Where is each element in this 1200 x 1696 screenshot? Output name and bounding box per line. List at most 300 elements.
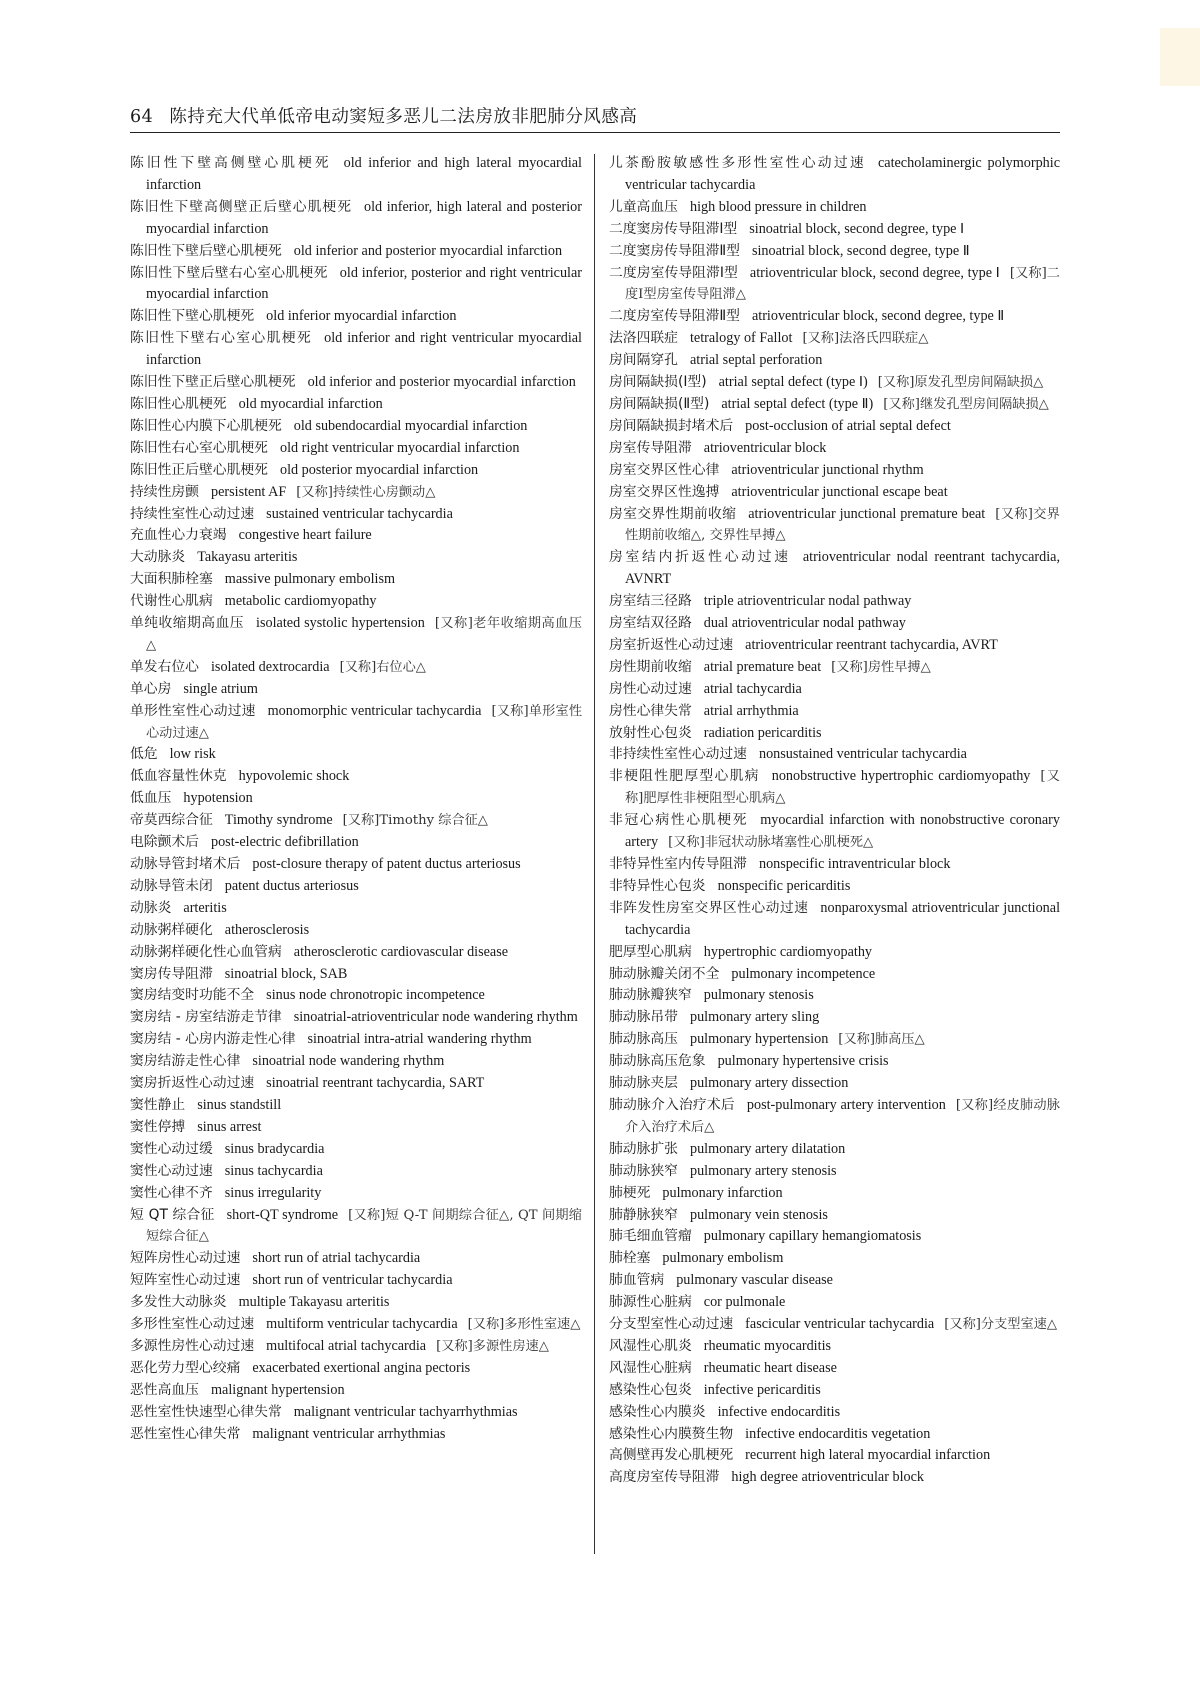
- term-chinese: 肺动脉狭窄: [609, 1162, 678, 1179]
- term-english: sinoatrial-atrioventricular node wandering rhythm: [293, 1009, 578, 1026]
- term-chinese: 高度房室传导阻滞: [609, 1469, 720, 1486]
- term-english: post-closure therapy of patent ductus arteriosus: [252, 856, 521, 872]
- term-chinese: 房室交界性期前收缩: [609, 505, 737, 522]
- term-chinese: 放射性心包炎: [609, 724, 692, 741]
- term-english: isolated systolic hypertension: [256, 615, 425, 632]
- glossary-entry: [130, 1424, 582, 1446]
- term-chinese: 窦性心动过缓: [130, 1140, 213, 1157]
- term-chinese: 风湿性心脏病: [609, 1359, 692, 1376]
- term-chinese: 恶性室性快速型心律失常: [130, 1403, 282, 1420]
- term-english: sinoatrial block, SAB: [224, 965, 348, 982]
- term-english: old posterior myocardial infarction: [279, 461, 479, 478]
- glossary-entry: [130, 810, 582, 832]
- term-chinese: 大面积肺栓塞: [130, 571, 213, 588]
- term-english: sinoatrial block, second degree, type Ⅱ: [751, 242, 970, 259]
- term-english: sustained ventricular tachycardia: [266, 505, 453, 522]
- term-chinese: 法洛四联症: [609, 330, 678, 347]
- glossary-entry: [130, 1117, 582, 1139]
- term-english: post-occlusion of atrial septal defect: [745, 417, 951, 434]
- glossary-entry: [609, 591, 1060, 613]
- term-chinese: 窦性心律不齐: [130, 1184, 213, 1201]
- term-english: Timothy syndrome: [224, 812, 333, 829]
- term-english: infective endocarditis vegetation: [745, 1425, 931, 1442]
- term-english: sinus irregularity: [224, 1184, 322, 1201]
- term-english: nonsustained ventricular tachycardia: [758, 746, 967, 763]
- term-chinese: 非特异性心包炎: [609, 877, 706, 894]
- term-english: post-pulmonary artery intervention: [746, 1096, 946, 1113]
- term-chinese: 窦性静止: [130, 1096, 186, 1113]
- term-chinese: 陈旧性心肌梗死: [130, 395, 227, 412]
- term-chinese: 儿童高血压: [609, 198, 678, 215]
- term-synonym: [又称]原发孔型房间隔缺损△: [877, 375, 1044, 391]
- term-chinese: 房间隔缺损封堵术后: [609, 417, 734, 434]
- term-english: atrioventricular block, second degree, type Ⅱ: [751, 308, 1005, 325]
- term-english: rheumatic heart disease: [703, 1359, 837, 1376]
- term-english: high degree atrioventricular block: [731, 1469, 925, 1486]
- glossary-entry: [609, 942, 1060, 964]
- glossary-entry: [609, 416, 1060, 438]
- term-english: radiation pericarditis: [703, 724, 822, 741]
- glossary-entry: [130, 920, 582, 942]
- term-chinese: 短阵室性心动过速: [130, 1272, 241, 1289]
- glossary-entry: [130, 1029, 582, 1051]
- glossary-entry: [130, 744, 582, 766]
- page-corner-tint: [1160, 28, 1200, 86]
- term-english: pulmonary embolism: [662, 1250, 784, 1267]
- term-chinese: 帝莫西综合征: [130, 812, 213, 829]
- term-chinese: 陈旧性下壁高侧壁正后壁心肌梗死: [130, 198, 353, 215]
- glossary-entry: [609, 372, 1060, 394]
- term-english: nonparoxysmal atrioventricular junctional tachycardia: [625, 899, 1061, 938]
- glossary-entry: [609, 1424, 1060, 1446]
- glossary-entry: [609, 723, 1060, 745]
- term-english: atrial tachycardia: [703, 680, 802, 697]
- term-english: infective endocarditis: [717, 1403, 841, 1420]
- term-chinese: 房性心律失常: [609, 702, 692, 719]
- glossary-entry: [130, 1161, 582, 1183]
- glossary-entry: [130, 394, 582, 416]
- glossary-entry: [130, 1007, 582, 1029]
- glossary-entry: [130, 701, 582, 745]
- term-english: exacerbated exertional angina pectoris: [252, 1359, 471, 1376]
- term-english: short run of atrial tachycardia: [252, 1250, 421, 1267]
- term-english: old inferior, posterior and right ventricular myocardial infarction: [146, 264, 582, 303]
- term-chinese: 陈旧性右心室心肌梗死: [130, 439, 268, 456]
- term-english: recurrent high lateral myocardial infarction: [745, 1447, 991, 1464]
- term-english: multiform ventricular tachycardia: [266, 1316, 458, 1333]
- header-rule: [130, 132, 1060, 133]
- term-chinese: 陈旧性下壁高侧壁心肌梗死: [130, 155, 332, 171]
- glossary-entry: [130, 898, 582, 920]
- term-chinese: 肺动脉瓣关闭不全: [609, 965, 720, 982]
- glossary-entry: [130, 460, 582, 482]
- glossary-entry: [609, 504, 1060, 548]
- glossary-entry: [130, 153, 582, 197]
- glossary-entry: [130, 679, 582, 701]
- term-synonym: [又称]持续性心房颤动△: [296, 484, 436, 500]
- term-english: Takayasu arteritis: [197, 549, 298, 566]
- term-english: atrial premature beat: [703, 658, 822, 675]
- glossary-entry: [130, 1139, 582, 1161]
- term-synonym: [又称]经皮肺动脉介入治疗术后△: [625, 1097, 1060, 1135]
- glossary-entry: [609, 1007, 1060, 1029]
- term-english: pulmonary artery dissection: [689, 1075, 849, 1092]
- term-synonym: [又称]交界性期前收缩△, 交界性早搏△: [625, 506, 1060, 544]
- term-english: catecholaminergic polymorphic ventricular tachycardia: [625, 155, 1061, 193]
- glossary-entry: [609, 1095, 1060, 1139]
- glossary-entry: [130, 416, 582, 438]
- term-chinese: 肺动脉扩张: [609, 1140, 678, 1157]
- term-english: atrioventricular block: [703, 439, 827, 456]
- term-synonym: [又称]单形室性心动过速△: [146, 703, 583, 741]
- term-synonym: [又称]老年收缩期高血压△: [146, 616, 582, 653]
- glossary-entry: [609, 701, 1060, 723]
- term-english: short-QT syndrome: [226, 1206, 339, 1223]
- term-chinese: 二度窦房传导阻滞Ⅰ型: [609, 220, 738, 237]
- term-chinese: 肺毛细血管瘤: [609, 1228, 692, 1245]
- term-chinese: 低血容量性休克: [130, 768, 227, 785]
- term-chinese: 肥厚型心肌病: [609, 943, 692, 960]
- glossary-entry: [609, 985, 1060, 1007]
- term-chinese: 肺栓塞: [609, 1250, 651, 1267]
- term-chinese: 房间隔缺损(Ⅰ型): [609, 374, 707, 391]
- term-chinese: 感染性心内膜赘生物: [609, 1425, 734, 1442]
- term-chinese: 单心房: [130, 680, 172, 697]
- running-header: [130, 103, 1060, 128]
- term-english: isolated dextrocardia: [210, 658, 330, 675]
- glossary-entry: [609, 1161, 1060, 1183]
- glossary-entry: [130, 438, 582, 460]
- term-english: post-electric defibrillation: [210, 834, 359, 851]
- term-chinese: 多源性房性心动过速: [130, 1337, 255, 1354]
- term-english: nonspecific pericarditis: [717, 877, 851, 894]
- glossary-entry: [130, 1051, 582, 1073]
- term-chinese: 陈旧性下壁后壁右心室心肌梗死: [130, 264, 328, 281]
- page-number: 64: [130, 107, 154, 127]
- term-chinese: 多形性室性心动过速: [130, 1316, 255, 1333]
- term-chinese: 陈旧性正后壁心肌梗死: [130, 461, 268, 478]
- glossary-entry: [609, 964, 1060, 986]
- term-chinese: 房室传导阻滞: [609, 439, 692, 456]
- term-english: sinus node chronotropic incompetence: [266, 987, 485, 1004]
- term-english: old inferior and high lateral myocardial infarction: [146, 155, 582, 193]
- left-column: [130, 153, 582, 1445]
- glossary-entry: [609, 810, 1060, 854]
- term-chinese: 窦性停搏: [130, 1118, 186, 1135]
- glossary-entry: [130, 964, 582, 986]
- term-synonym: [又称]继发孔型房间隔缺损△: [883, 396, 1049, 412]
- term-chinese: 陈旧性下壁右心室心肌梗死: [130, 330, 313, 347]
- term-english: atrioventricular nodal reentrant tachycardia, AVNRT: [625, 549, 1060, 588]
- glossary-entry: [609, 1139, 1060, 1161]
- term-chinese: 单形性室性心动过速: [130, 702, 256, 719]
- glossary-entry: [130, 547, 582, 569]
- glossary-entry: [609, 153, 1060, 197]
- term-synonym: [又称]非冠状动脉堵塞性心肌梗死△: [668, 835, 874, 851]
- glossary-entry: [609, 482, 1060, 504]
- term-chinese: 动脉粥样硬化: [130, 921, 213, 938]
- term-english: hypotension: [183, 790, 253, 807]
- term-english: old inferior and posterior myocardial infarction: [293, 242, 563, 259]
- glossary-entry: [130, 328, 582, 372]
- term-chinese: 动脉粥样硬化性心血管病: [130, 943, 282, 960]
- term-english: multiple Takayasu arteritis: [238, 1294, 390, 1311]
- term-chinese: 肺源性心脏病: [609, 1294, 692, 1311]
- term-chinese: 短阵房性心动过速: [130, 1250, 241, 1267]
- term-chinese: 陈旧性下壁后壁心肌梗死: [130, 242, 282, 259]
- term-chinese: 非持续性室性心动过速: [609, 746, 747, 763]
- term-english: malignant hypertension: [210, 1381, 345, 1398]
- term-synonym: [又称]肥厚性非梗阻型心肌病△: [625, 769, 1060, 807]
- glossary-entry: [609, 263, 1060, 307]
- glossary-entry: [609, 438, 1060, 460]
- term-english: nonobstructive hypertrophic cardiomyopathy: [771, 768, 1031, 785]
- term-english: atherosclerotic cardiovascular disease: [293, 943, 509, 960]
- glossary-entry: [130, 942, 582, 964]
- glossary-entry: [130, 591, 582, 613]
- glossary-entry: [609, 197, 1060, 219]
- term-chinese: 充血性心力衰竭: [130, 527, 227, 544]
- glossary-entry: [609, 679, 1060, 701]
- glossary-entry: [609, 1445, 1060, 1467]
- term-english: old inferior myocardial infarction: [266, 308, 457, 325]
- term-chinese: 房间隔缺损(Ⅱ型): [609, 395, 710, 412]
- glossary-entry: [609, 1205, 1060, 1227]
- term-english: old inferior, high lateral and posterior myocardial infarction: [146, 198, 582, 237]
- term-english: sinus bradycardia: [224, 1140, 325, 1157]
- term-chinese: 非特异性室内传导阻滞: [609, 856, 747, 872]
- glossary-entry: [130, 854, 582, 876]
- term-english: persistent AF: [210, 483, 287, 500]
- right-column: [609, 153, 1060, 1489]
- glossary-entry: [609, 854, 1060, 876]
- term-english: sinoatrial intra-atrial wandering rhythm: [307, 1031, 532, 1048]
- glossary-entry: [609, 1292, 1060, 1314]
- term-english: pulmonary artery stenosis: [689, 1162, 837, 1179]
- glossary-entry: [609, 766, 1060, 810]
- term-english: atrioventricular block, second degree, type Ⅰ: [749, 264, 1000, 281]
- glossary-entry: [130, 657, 582, 679]
- term-chinese: 陈旧性心内膜下心肌梗死: [130, 417, 282, 434]
- glossary-entry: [130, 569, 582, 591]
- glossary-entry: [130, 197, 582, 241]
- term-english: atrial septal perforation: [689, 352, 823, 369]
- term-chinese: 单发右位心: [130, 658, 199, 675]
- term-chinese: 电除颤术后: [130, 834, 199, 851]
- term-english: old inferior and posterior myocardial infarction: [307, 374, 576, 391]
- glossary-entry: [130, 372, 582, 394]
- term-synonym: [又称]多源性房速△: [436, 1338, 549, 1354]
- term-chinese: 房性心动过速: [609, 680, 692, 697]
- glossary-entry: [130, 1402, 582, 1424]
- glossary-entry: [130, 613, 582, 657]
- glossary-entry: [609, 1029, 1060, 1051]
- term-english: myocardial infarction with nonobstructive coronary artery: [625, 812, 1060, 851]
- term-english: sinoatrial node wandering rhythm: [252, 1053, 445, 1070]
- term-chinese: 短 QT 综合征: [130, 1206, 215, 1223]
- term-english: sinoatrial block, second degree, type Ⅰ: [749, 220, 965, 237]
- glossary-entry: [130, 525, 582, 547]
- term-chinese: 多发性大动脉炎: [130, 1294, 227, 1311]
- glossary-entry: [130, 788, 582, 810]
- glossary-entry: [609, 1226, 1060, 1248]
- glossary-entry: [609, 613, 1060, 635]
- term-chinese: 房室交界区性逸搏: [609, 483, 720, 500]
- glossary-entry: [609, 1183, 1060, 1205]
- term-chinese: 感染性心内膜炎: [609, 1403, 706, 1420]
- term-english: pulmonary artery dilatation: [689, 1140, 846, 1157]
- term-chinese: 窦房结 - 房室结游走节律: [130, 1009, 282, 1026]
- term-english: hypovolemic shock: [238, 768, 350, 785]
- glossary-entry: [130, 985, 582, 1007]
- glossary-entry: [609, 1270, 1060, 1292]
- term-chinese: 肺动脉夹层: [609, 1075, 678, 1092]
- term-chinese: 窦房折返性心动过速: [130, 1075, 255, 1092]
- glossary-entry: [130, 1380, 582, 1402]
- term-chinese: 分支型室性心动过速: [609, 1316, 734, 1333]
- term-chinese: 窦房结变时功能不全: [130, 987, 255, 1004]
- glossary-entry: [609, 1380, 1060, 1402]
- glossary-entry: [609, 1073, 1060, 1095]
- term-english: pulmonary vein stenosis: [689, 1206, 828, 1223]
- term-chinese: 房间隔穿孔: [609, 352, 678, 369]
- term-chinese: 持续性房颤: [130, 483, 199, 500]
- term-synonym: [又称]法洛氏四联症△: [802, 331, 929, 347]
- term-chinese: 恶性高血压: [130, 1381, 199, 1398]
- term-english: pulmonary infarction: [662, 1184, 783, 1201]
- glossary-entry: [609, 1051, 1060, 1073]
- term-english: high blood pressure in children: [689, 198, 867, 215]
- glossary-entry: [130, 1205, 582, 1249]
- glossary-entry: [609, 547, 1060, 591]
- term-english: hypertrophic cardiomyopathy: [703, 943, 873, 960]
- term-chinese: 肺梗死: [609, 1184, 651, 1201]
- glossary-entry: [609, 219, 1060, 241]
- term-chinese: 恶化劳力型心绞痛: [130, 1359, 241, 1376]
- term-chinese: 风湿性心肌炎: [609, 1337, 692, 1354]
- glossary-entry: [130, 1183, 582, 1205]
- glossary-entry: [130, 1336, 582, 1358]
- term-chinese: 低血压: [130, 790, 172, 807]
- glossary-entry: [609, 350, 1060, 372]
- term-english: infective pericarditis: [703, 1381, 821, 1398]
- glossary-entry: [130, 482, 582, 504]
- term-synonym: [又称]多形性室速△: [467, 1317, 581, 1333]
- term-english: atherosclerosis: [224, 921, 310, 938]
- glossary-entry: [130, 504, 582, 526]
- term-english: nonspecific intraventricular block: [758, 856, 951, 872]
- glossary-entry: [609, 898, 1060, 942]
- term-english: atrial septal defect (type Ⅰ): [718, 374, 868, 391]
- glossary-entry: [130, 832, 582, 854]
- page-title: 陈持充大代单低帝电动窦短多恶儿二法房放非肥肺分风感高: [169, 107, 638, 127]
- term-chinese: 单纯收缩期高血压: [130, 615, 245, 632]
- term-chinese: 恶性室性心律失常: [130, 1425, 241, 1442]
- glossary-entry: [609, 1336, 1060, 1358]
- term-synonym: [又称]短 Q-T 间期综合征△, QT 间期缩短综合征△: [146, 1207, 582, 1245]
- glossary-entry: [609, 1402, 1060, 1424]
- term-synonym: [又称]Timothy 综合征△: [342, 813, 488, 829]
- glossary-entry: [130, 306, 582, 328]
- term-chinese: 房室交界区性心律: [609, 461, 720, 478]
- glossary-entry: [609, 460, 1060, 482]
- term-chinese: 肺动脉吊带: [609, 1009, 678, 1026]
- term-english: atrioventricular junctional rhythm: [731, 461, 924, 478]
- term-chinese: 窦房结游走性心律: [130, 1053, 241, 1070]
- glossary-entry: [609, 306, 1060, 328]
- term-chinese: 低危: [130, 746, 158, 763]
- term-english: atrioventricular junctional premature beat: [748, 505, 986, 522]
- glossary-entry: [130, 1358, 582, 1380]
- term-english: tetralogy of Fallot: [689, 330, 793, 347]
- term-chinese: 肺静脉狭窄: [609, 1206, 678, 1223]
- term-english: pulmonary stenosis: [703, 987, 814, 1004]
- term-english: old myocardial infarction: [238, 395, 383, 412]
- term-chinese: 窦房传导阻滞: [130, 965, 213, 982]
- term-english: dual atrioventricular nodal pathway: [703, 615, 906, 632]
- term-english: pulmonary hypertensive crisis: [717, 1053, 889, 1070]
- term-english: patent ductus arteriosus: [224, 877, 359, 894]
- term-chinese: 二度房室传导阻滞Ⅰ型: [609, 264, 738, 281]
- term-english: old right ventricular myocardial infarction: [279, 439, 520, 456]
- term-chinese: 房性期前收缩: [609, 658, 692, 675]
- term-english: arteritis: [183, 899, 227, 916]
- term-english: pulmonary incompetence: [731, 965, 876, 982]
- term-chinese: 大动脉炎: [130, 549, 186, 566]
- glossary-entry: [609, 241, 1060, 263]
- glossary-entry: [130, 1314, 582, 1336]
- term-english: malignant ventricular tachyarrhythmias: [293, 1403, 518, 1420]
- term-synonym: [又称]右位心△: [339, 659, 426, 675]
- term-english: rheumatic myocarditis: [703, 1337, 832, 1354]
- term-english: pulmonary vascular disease: [676, 1272, 833, 1289]
- term-chinese: 代谢性心肌病: [130, 593, 213, 610]
- term-chinese: 房室折返性心动过速: [609, 636, 734, 653]
- glossary-entry: [609, 1314, 1060, 1336]
- term-chinese: 非冠心病性心肌梗死: [609, 812, 749, 829]
- term-english: old inferior and right ventricular myocardial infarction: [146, 330, 582, 369]
- glossary-entry: [130, 241, 582, 263]
- term-chinese: 感染性心包炎: [609, 1381, 692, 1398]
- glossary-entry: [130, 1248, 582, 1270]
- column-divider: [594, 154, 595, 1554]
- term-synonym: [又称]二度Ⅰ型房室传导阻滞△: [625, 265, 1060, 303]
- term-english: old subendocardial myocardial infarction: [293, 417, 528, 434]
- glossary-entry: [609, 1248, 1060, 1270]
- term-english: short run of ventricular tachycardia: [252, 1272, 453, 1289]
- term-english: low risk: [169, 746, 216, 763]
- glossary-entry: [130, 1270, 582, 1292]
- term-english: sinoatrial reentrant tachycardia, SART: [266, 1075, 485, 1092]
- term-synonym: [又称]分支型室速△: [944, 1317, 1057, 1333]
- glossary-entry: [609, 657, 1060, 679]
- term-english: metabolic cardiomyopathy: [224, 593, 377, 610]
- term-chinese: 非阵发性房室交界区性心动过速: [609, 899, 809, 916]
- term-chinese: 窦性心动过速: [130, 1162, 213, 1179]
- term-english: malignant ventricular arrhythmias: [252, 1425, 446, 1442]
- term-english: monomorphic ventricular tachycardia: [267, 702, 482, 719]
- glossary-entry: [609, 1358, 1060, 1380]
- term-chinese: 持续性室性心动过速: [130, 505, 255, 522]
- term-chinese: 肺动脉瓣狭窄: [609, 987, 692, 1004]
- term-chinese: 房室结双径路: [609, 615, 692, 632]
- term-chinese: 肺血管病: [609, 1272, 665, 1289]
- glossary-entry: [130, 1073, 582, 1095]
- term-synonym: [又称]房性早搏△: [831, 659, 931, 675]
- term-chinese: 儿茶酚胺敏感性多形性室性心动过速: [609, 155, 866, 171]
- glossary-entry: [609, 744, 1060, 766]
- term-chinese: 高侧壁再发心肌梗死: [609, 1447, 734, 1464]
